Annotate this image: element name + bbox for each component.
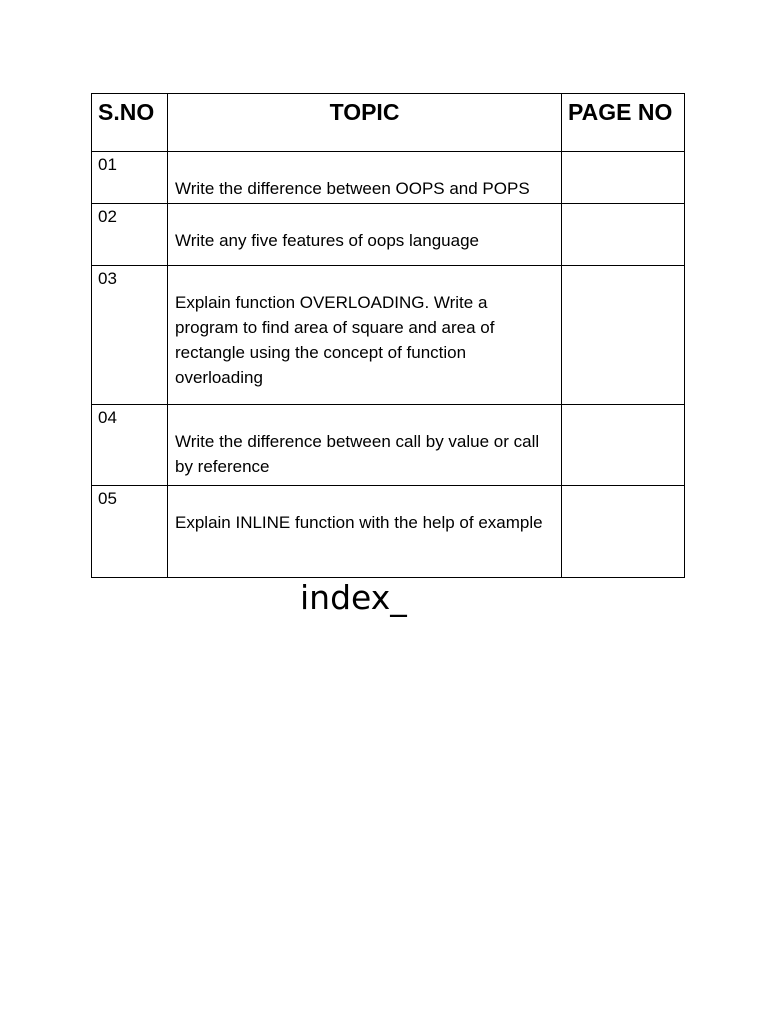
- table-header-row: [92, 94, 685, 152]
- topic-cell: Explain INLINE function with the help of example: [168, 486, 562, 578]
- index-table: [91, 93, 685, 578]
- table-row: [92, 204, 685, 266]
- page-no-cell: [562, 266, 685, 405]
- sno-cell: 01: [92, 152, 168, 204]
- page-no-cell: [562, 204, 685, 266]
- sno-cell: 02: [92, 204, 168, 266]
- index-caption: index_: [300, 578, 407, 617]
- sno-column-header: S.NO: [92, 94, 168, 152]
- topic-cell: Write the difference between call by value or call by reference: [168, 405, 562, 486]
- table-row: [92, 486, 685, 578]
- topic-column-header: TOPIC: [168, 94, 562, 152]
- page-no-cell: [562, 405, 685, 486]
- topic-cell: Explain function OVERLOADING. Write a program to find area of square and area of rectangle using the concept of function overloading: [168, 266, 562, 405]
- table-row: [92, 405, 685, 486]
- page-no-cell: [562, 152, 685, 204]
- table-row: [92, 152, 685, 204]
- sno-cell: 04: [92, 405, 168, 486]
- sno-cell: 05: [92, 486, 168, 578]
- sno-cell: 03: [92, 266, 168, 405]
- topic-cell: Write the difference between OOPS and POPS: [168, 152, 562, 204]
- topic-cell: Write any five features of oops language: [168, 204, 562, 266]
- table-row: [92, 266, 685, 405]
- page-no-column-header: PAGE NO: [562, 94, 685, 152]
- page-no-cell: [562, 486, 685, 578]
